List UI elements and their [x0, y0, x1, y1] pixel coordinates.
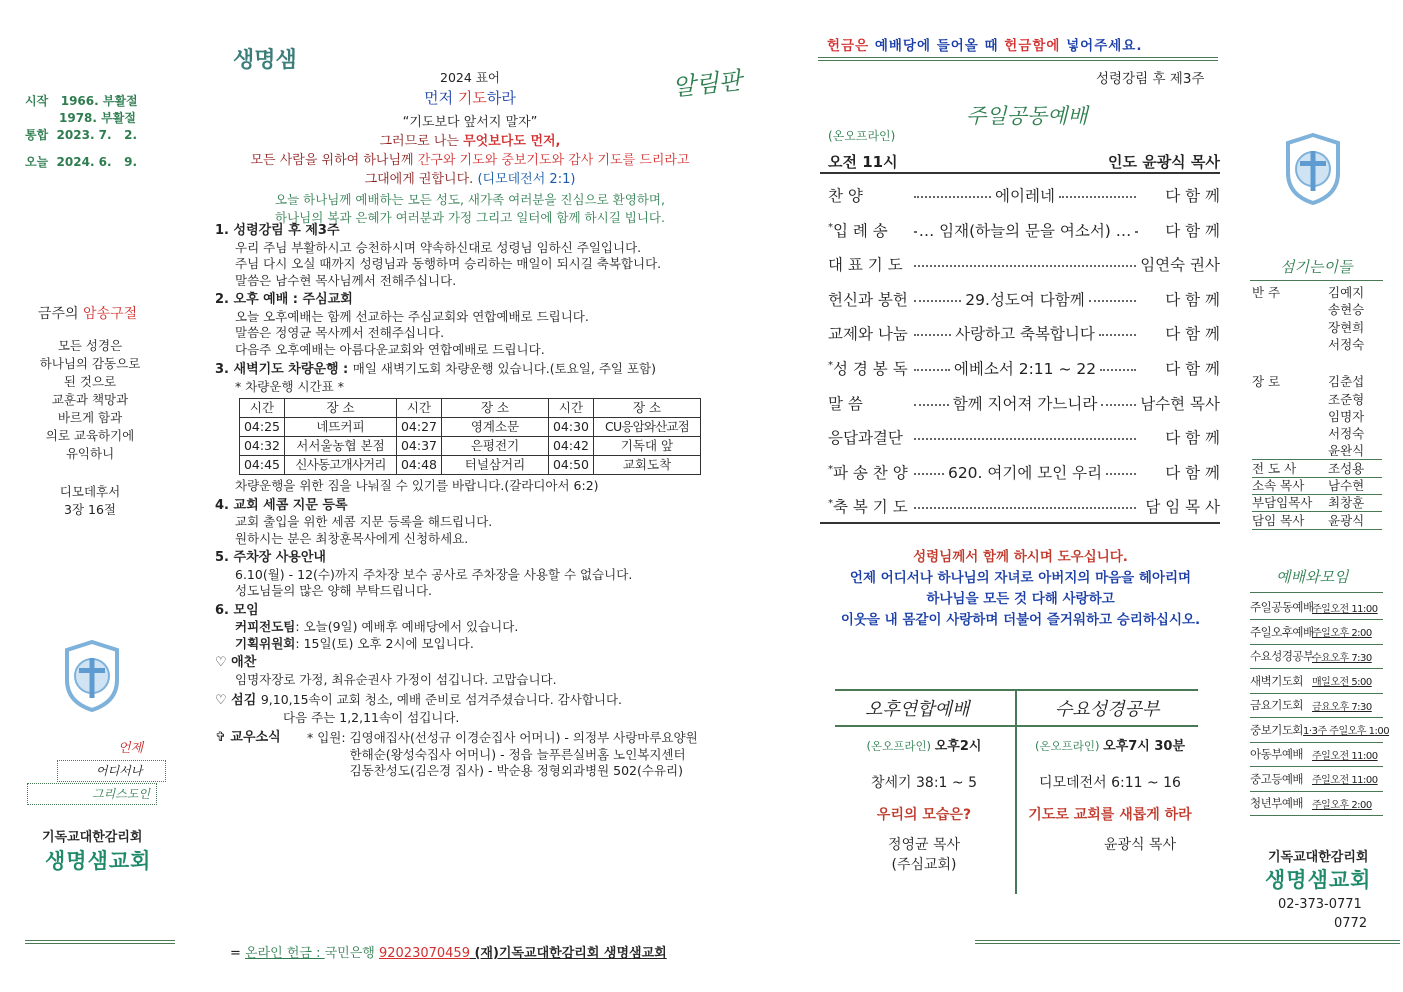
- wed-study: (온오프라인) 오후7시 30분 디모데전서 6:11 ~ 16 기도로 교회를 새롭게 하라 윤광식 목사: [1028, 739, 1192, 853]
- notice-5-title: 5. 주차장 사용안내: [215, 550, 326, 565]
- server-row: 담임 목사 윤광식: [1252, 512, 1382, 530]
- order-item-person: 다 함 께: [1165, 290, 1220, 309]
- meeting-row: 주일오후예배 주일오후 2:00: [1250, 620, 1383, 645]
- order-item-person: 다 함 께: [1165, 187, 1220, 205]
- order-item-person: 담 임 목 사: [1145, 498, 1220, 517]
- handwriting-when: 언제: [118, 741, 144, 756]
- motto: 먼저 기도하라: [424, 89, 516, 107]
- phone-number-2: 0772: [1334, 916, 1368, 931]
- order-row: [828, 180, 1220, 210]
- handwriting-box-2: 그리스도인: [27, 783, 157, 805]
- member-news: ✞ 교우소식 * 입원: 김영애집사(선성규 이경순집사 어머니) - 의정부 사랑마루요양원 한해순(왕성숙집사 어머니) - 정읍 늘푸른실버홈 노인복지센터 김동찬성도(김은경 집사) - 박순용 정형외과병원 502(수유리): [215, 730, 698, 778]
- worship-time: 오전 11시: [828, 153, 898, 171]
- order-item-content: 620. 여기에 모인 우리: [947, 463, 1103, 482]
- church-logo-icon: [63, 640, 121, 716]
- server-row: 부담임목사 최창훈: [1252, 494, 1382, 512]
- order-item-name: 헌신과 봉헌: [828, 290, 908, 309]
- table-header-row: 시간 장 소 시간 장 소 시간 장 소: [240, 399, 701, 418]
- notice-2-title: 2. 오후 예배 : 주심교회: [215, 292, 353, 307]
- server-row: 서정숙: [1328, 336, 1365, 352]
- history-dates: [25, 93, 138, 171]
- online-offering: = 온라인 헌금 : 국민은행 92023070459 (재)기독교대한감리회 생명샘교회: [230, 946, 667, 961]
- history-row: 시작 1966. 부활절: [25, 94, 138, 108]
- order-item-person: 다 함 께: [1165, 221, 1220, 240]
- order-item-content: 29.성도여 다함께: [965, 290, 1085, 309]
- servers-title: 섬기는이들: [1280, 258, 1353, 276]
- offering-notice: 헌금은 예배당에 들어올 때 헌금함에 넣어주세요.: [827, 38, 1143, 54]
- order-item-person: 다 함 께: [1165, 325, 1220, 344]
- server-row: 윤완식: [1252, 442, 1382, 460]
- pm-worship-title: 오후연합예배: [865, 699, 970, 720]
- care-title: ♡ 애찬: [215, 655, 257, 670]
- server-row: 송현승: [1328, 302, 1365, 318]
- order-item-person: 다 함 께: [1165, 429, 1220, 448]
- meeting-row: 주일공동예배 주일오전 11:00: [1250, 595, 1383, 620]
- history-row: 통합 2023. 7. 2.: [25, 128, 138, 142]
- church-name-left: 생명샘교회: [45, 849, 152, 873]
- server-row: 임명자: [1328, 408, 1365, 424]
- church-logo-icon: [1284, 133, 1342, 209]
- server-row: 소속 목사 남수현: [1252, 477, 1382, 495]
- memory-verse-title: 금주의 암송구절: [38, 306, 138, 322]
- order-item-content: … 임재(하늘의 문을 여소서) …: [918, 221, 1132, 240]
- order-row: [828, 215, 1220, 245]
- bulletin-board-title: 알림판: [670, 66, 744, 102]
- order-item-content: 에이레네: [995, 187, 1055, 205]
- church-name-right: 생명샘교회: [1265, 868, 1372, 892]
- server-row: 조준형: [1328, 391, 1365, 407]
- denomination-left: 기독교대한감리회: [42, 830, 143, 845]
- order-row: [828, 284, 1220, 314]
- meeting-row: 중고등예배 주일오전 11:00: [1250, 767, 1383, 792]
- order-item-name: 말 씀: [828, 394, 863, 413]
- order-item-name: *입 례 송: [828, 221, 888, 240]
- history-row: 오늘 2024. 6. 9.: [25, 155, 138, 169]
- order-item-person: 다 함 께: [1165, 360, 1220, 378]
- order-item-content: 사랑하고 축복합니다: [955, 325, 1095, 344]
- order-item-content: 에베소서 2:11 ~ 22: [953, 360, 1097, 378]
- order-row: [828, 388, 1220, 418]
- order-item-name: 교제와 나눔: [828, 325, 908, 344]
- server-row: 장 로 김춘섭: [1252, 374, 1365, 390]
- serve-title: ♡ 섬김 9,10,15속이 교회 청소, 예배 준비로 섬겨주셨습니다. 감사합니다.: [215, 692, 623, 708]
- server-row: 전 도 사 조성용: [1252, 460, 1382, 478]
- order-row: [828, 249, 1220, 279]
- order-item-name: 응답과결단: [828, 429, 903, 448]
- table-row: 04:32 서서울농협 본점 04:37 은평전기 04:42 기독대 앞: [240, 437, 701, 456]
- notice-3-title: 3. 새벽기도 차량운행 : 매일 새벽기도회 차량운행 있습니다.(토요일, 주일 포함): [215, 361, 656, 377]
- memory-verse: 모든 성경은 하나님의 감동으로 된 것으로 교훈과 책망과 바르게 함과 의로 교육하기에 유익하니 디모데후서 3장 16절: [39, 338, 141, 517]
- meeting-row: 중보기도회 1·3주 주일오후 1:00: [1250, 718, 1383, 743]
- denomination-right: 기독교대한감리회: [1268, 850, 1369, 865]
- bus-schedule-table: [239, 398, 701, 475]
- meeting-row: 금요기도회 금요오후 7:30: [1250, 693, 1383, 718]
- order-item-person: 다 함 께: [1165, 463, 1220, 482]
- server-row: 반 주 김예지: [1252, 285, 1365, 300]
- meeting-row: 청년부예배 주일오후 2:00: [1250, 791, 1383, 816]
- server-row: 장현희: [1328, 319, 1365, 335]
- notices: 1. 성령강림 후 제3주 우리 주님 부활하시고 승천하시며 약속하신대로 성령님 임하신 주일입니다. 주님 다시 오실 때까지 성령님과 동행하며 승리하는 매일이 되시길 축복합니다. 말씀은 남수현 목사님께서 전해주십니다. 2. 오후 예배 : 주심교회 오늘 오후예배는 함께 선교하는 주심교회와 연합예배로 드립니다. 말씀은 정영균 목사께서 전해주십니다. 다음주 오후예배는 아름다운교회와 연합예배로 드립니다. 3. 새벽기도 차량운행 : 매일 새벽기도회 차량운행 있습니다.(토요일, 주일 포함) * 차량운행 시간표 * 시간 장 소 시간 장 소 시간 장 소 04:25 네뜨커피 04:27 영계소문 04:30 CU응암와산교점 04:32 서서울농협 본점 04:37 은평전기 04:42 기독대 앞 04:45 신사동고개사거리 04:48 터널삼거리 04:50 교회도착 차량운행을 위한 짐을 나눠질 수 있기를 바랍니다.(갈라디아서 6:2) 4. 교회 세콤 지문 등록 교회 출입을 위한 세콤 지문 등록을 해드립니다. 원하시는 분은 최창훈목사에게 신청하세요. 5. 주차장 사용안내 6.10(월) - 12(수)까지 주차장 보수 공사로 주차장을 사용할 수 없습니다. 성도님들의 많은 양해 부탁드립니다. 6. 모임 커피전도팀: 오늘(9일) 예배후 예배당에서 있습니다. 기획위원회: 15일(토) 오후 2시에 모입니다. ♡ 애찬 임명자장로 가정, 최유순권사 가정이 섬깁니다. 고맙습니다. ♡ 섬김 9,10,15속이 교회 청소, 예배 준비로 섬겨주셨습니다. 감사합니다. 다음 주는 1,2,11속이 섬깁니다. ✞ 교우소식 * 입원: 김영애집사(선성규 이경순집사 어머니) - 의정부 사랑마루요양원 한해순(왕성숙집사 어머니) - 정읍 늘푸른실버홈 노인복지센터 김동찬성도(김은경 집사) - 박순용 정형외과병원 502(수유리): [215, 223, 775, 780]
- order-item-person: 임연숙 권사: [1140, 256, 1220, 275]
- order-item-person: 남수현 목사: [1140, 394, 1220, 413]
- notice-6-title: 6. 모임: [215, 602, 259, 618]
- week-label: 성령강림 후 제3주: [1096, 71, 1205, 87]
- worship-leader: 인도 윤광식 목사: [1108, 153, 1220, 171]
- order-item-name: *성 경 봉 독: [828, 359, 908, 378]
- handwriting-box-1: 어디서나: [57, 760, 166, 782]
- motto-block: 2024 표어 먼저 기도하라 “기도보다 앞서지 말자” 그러므로 나는 무엇보다도 먼저, 모든 사람을 위하여 하나님께 간구와 기도와 중보기도와 감사 기도를 드리라고 그대에게 권합니다. (디모데전서 2:1) 오늘 하나님께 예배하는 모든 성도, 새가족 여러분을 진심으로 환영하며, 하나님의 복과 은혜가 여러분과 가정 그리고 일터에 함께 하시길 빕니다.: [210, 68, 730, 226]
- order-item-name: 대 표 기 도: [828, 256, 903, 275]
- order-item-content: 함께 지어져 가느니라: [952, 394, 1098, 413]
- church-short-title: 생명샘: [233, 48, 297, 73]
- notice-4-title: 4. 교회 세콤 지문 등록: [215, 497, 348, 513]
- meeting-row: 아동부예배 주일오전 11:00: [1250, 742, 1383, 767]
- order-row: [828, 491, 1220, 521]
- order-item-name: *파 송 찬 양: [828, 463, 908, 482]
- order-row: [828, 318, 1220, 348]
- online-tag: (온오프라인): [828, 129, 896, 143]
- order-row: [828, 422, 1220, 452]
- order-row: [828, 457, 1220, 487]
- order-item-name: 찬 양: [828, 187, 863, 205]
- history-row: 1978. 부활절: [59, 111, 136, 125]
- order-item-name: *축 복 기 도: [828, 498, 908, 517]
- server-row: 서정숙: [1328, 426, 1365, 442]
- worship-title: 주일공동예배: [966, 104, 1088, 128]
- meetings-title: 예배와모임: [1276, 568, 1349, 586]
- pm-worship: (온오프라인) 오후2시 창세기 38:1 ~ 5 우리의 모습은? 정영균 목사 (주심교회): [866, 739, 982, 873]
- order-row: [828, 353, 1220, 383]
- meeting-row: 새벽기도회 매일오전 5:00: [1250, 669, 1383, 694]
- table-row: 04:25 네뜨커피 04:27 영계소문 04:30 CU응암와산교점: [240, 418, 701, 437]
- table-row: 04:45 신사동고개사거리 04:48 터널삼거리 04:50 교회도착: [240, 456, 701, 475]
- wed-study-title: 수요성경공부: [1055, 699, 1160, 720]
- meeting-row: 수요성경공부 수요오후 7:30: [1250, 644, 1383, 669]
- blessing-message: 성령님께서 함께 하시며 도우십니다. 언제 어디서나 하나님의 자녀로 아버지의 마음을 헤아리며 하나님을 모든 것 다해 사랑하고 이웃을 내 몸같이 사랑하며 더불어 즐거워하고 승리하십시오.: [840, 549, 1201, 628]
- notice-1-title: 1. 성령강림 후 제3주: [215, 223, 340, 238]
- phone-number: 02-373-0771: [1278, 897, 1362, 912]
